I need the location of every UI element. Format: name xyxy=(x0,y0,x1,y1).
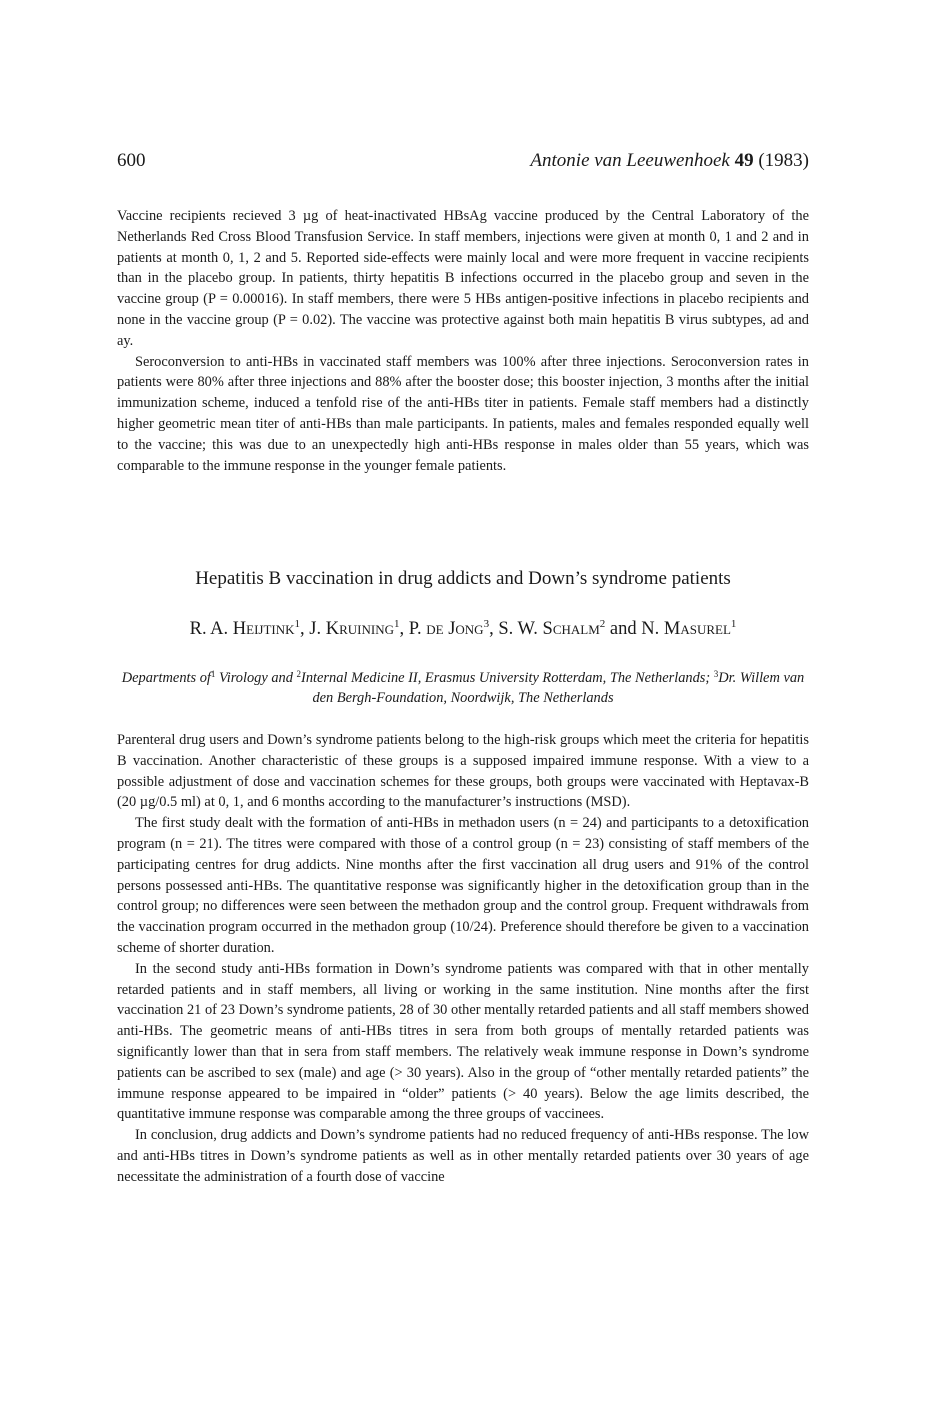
article-title: Hepatitis B vaccination in drug addicts and Down’s syndrome patients xyxy=(195,568,731,589)
affiliation-dept: Virology and xyxy=(215,670,297,686)
journal-name: Antonie van Leeuwenhoek xyxy=(530,150,730,171)
affiliations xyxy=(117,668,809,708)
journal-volume: 49 xyxy=(734,150,754,171)
affiliation-dept: Internal Medicine II, Erasmus University Rotterdam, The Netherlands; xyxy=(301,670,714,686)
paragraph: In the second study anti-HBs formation in Down’s syndrome patients was compared with that in other mentally retarded patients and in staff members, all living or working in the same institution. Nine months after the first vaccination 21 of 23 Down’s syndrome patients, 28 of 30 other mentally retarded patients and all staff members showed anti-HBs. The geometric means of anti-HBs titres in sera from both groups of mentally retarded patients was significantly lower than that in sera from staff members. The relatively weak immune response in Down’s syndrome patients can be ascribed to sex (male) and age (> 30 years). Also in the group of “other mentally retarded patients” the immune response appeared to be impaired in “older” patients (> 40 years). Below the age limits described, the quantitative immune response was comparable among the three groups of vaccinees. xyxy=(117,960,809,1123)
running-header xyxy=(117,150,809,174)
affiliation-mark: 3 xyxy=(483,618,490,630)
author-separator: , J. xyxy=(300,619,326,639)
page-number: 600 xyxy=(117,150,146,171)
affiliation-mark: 1 xyxy=(210,669,216,679)
affiliation-mark: 3 xyxy=(713,669,719,679)
affiliation-prefix: Departments of xyxy=(121,670,211,686)
paragraph: In conclusion, drug addicts and Down’s syndrome patients had no reduced frequency of anti-HBs response. The low and anti-HBs titres in Down’s syndrome patients as well as in other mentally retarded patients over 30 years of age necessitate the administration of a fourth dose of vaccine xyxy=(117,1127,809,1185)
previous-abstract-text xyxy=(117,206,809,476)
article-body xyxy=(117,730,809,1188)
paragraph: Parenteral drug users and Down’s syndrome patients belong to the high-risk groups which meet the criteria for hepatitis B vaccination. Another characteristic of these groups is a supposed impaired immune response. With a view to a possible adjustment of dose and vaccination schemes for these groups, both groups were vaccinated with Heptavax-B (20 µg/0.5 ml) at 0, 1, and 6 months according to the manufacturer’s instructions (MSD). xyxy=(117,732,809,811)
author-separator: , S. W. xyxy=(489,619,543,639)
affiliation-dept: Dr. Willem van den Bergh-Foundation, Noordwijk, The Netherlands xyxy=(312,670,805,706)
paragraph: The first study dealt with the formation of anti-HBs in methadon users (n = 24) and participants to a detoxification program (n = 21). The titres were compared with those of a control group (n = 23) consisting of staff members of the participating centres for drug addicts. Nine months after the first vaccination all drug users and 91% of the control persons possessed anti-HBs. The quantitative response was significantly higher in the detoxification group than in the control group; no differences were seen between the methadon group and the control group. Frequent withdrawals from the vaccination program occurred in the methadon group (10/24). Preference should therefore be given to a vaccination scheme of shorter duration. xyxy=(117,815,809,956)
paragraph: Seroconversion to anti-HBs in vaccinated staff members was 100% after three injections. Seroconversion rates in patients were 80% after three injections and 88% after the booster dose; this booster injection, 3 months after the initial immunization scheme, induced a tenfold rise of the anti-HBs titer in patients. Female staff members had a distinctly higher geometric mean titer of anti-HBs than male participants. In patients, males and females responded equally well to the vaccine; this was due to an unexpectedly high anti-HBs response in males older than 55 years, which was comparable to the immune response in the younger female patients. xyxy=(117,353,809,474)
affiliation-mark: 1 xyxy=(394,618,400,630)
affiliation-mark: 2 xyxy=(296,669,302,679)
affiliation-mark: 1 xyxy=(730,618,737,630)
author-initials: R. A. xyxy=(189,619,233,639)
author-name: Masurel xyxy=(663,619,731,639)
author-name: Heijtink xyxy=(232,619,295,639)
author-name: Schalm xyxy=(542,619,600,639)
author-separator: , P. xyxy=(399,619,427,639)
author-name: Kruining xyxy=(325,619,394,639)
affiliation-mark: 2 xyxy=(599,618,606,630)
author-name: de Jong xyxy=(426,619,484,639)
affiliation-mark: 1 xyxy=(294,618,301,630)
journal-citation xyxy=(530,150,809,172)
paragraph: Vaccine recipients recieved 3 µg of heat-inactivated HBsAg vaccine produced by the Central Laboratory of the Netherlands Red Cross Blood Transfusion Service. In staff members, injections were given at month 0, 1 and 2 and in patients at month 0, 1, 2 and 5. Reported side-effects were mainly local and were more frequent in vaccine recipients than in the placebo group. In patients, thirty hepatitis B infections occurred in the placebo group and seven in the vaccine group (P = 0.00016). In staff members, there were 5 HBs antigen-positive infections in placebo recipients and none in the vaccine group (P = 0.02). The vaccine was protective against both main hepatitis B virus subtypes, ad and ay. xyxy=(117,208,809,349)
author-list xyxy=(117,619,809,640)
author-separator: and N. xyxy=(605,619,664,639)
journal-year: (1983) xyxy=(758,150,809,171)
